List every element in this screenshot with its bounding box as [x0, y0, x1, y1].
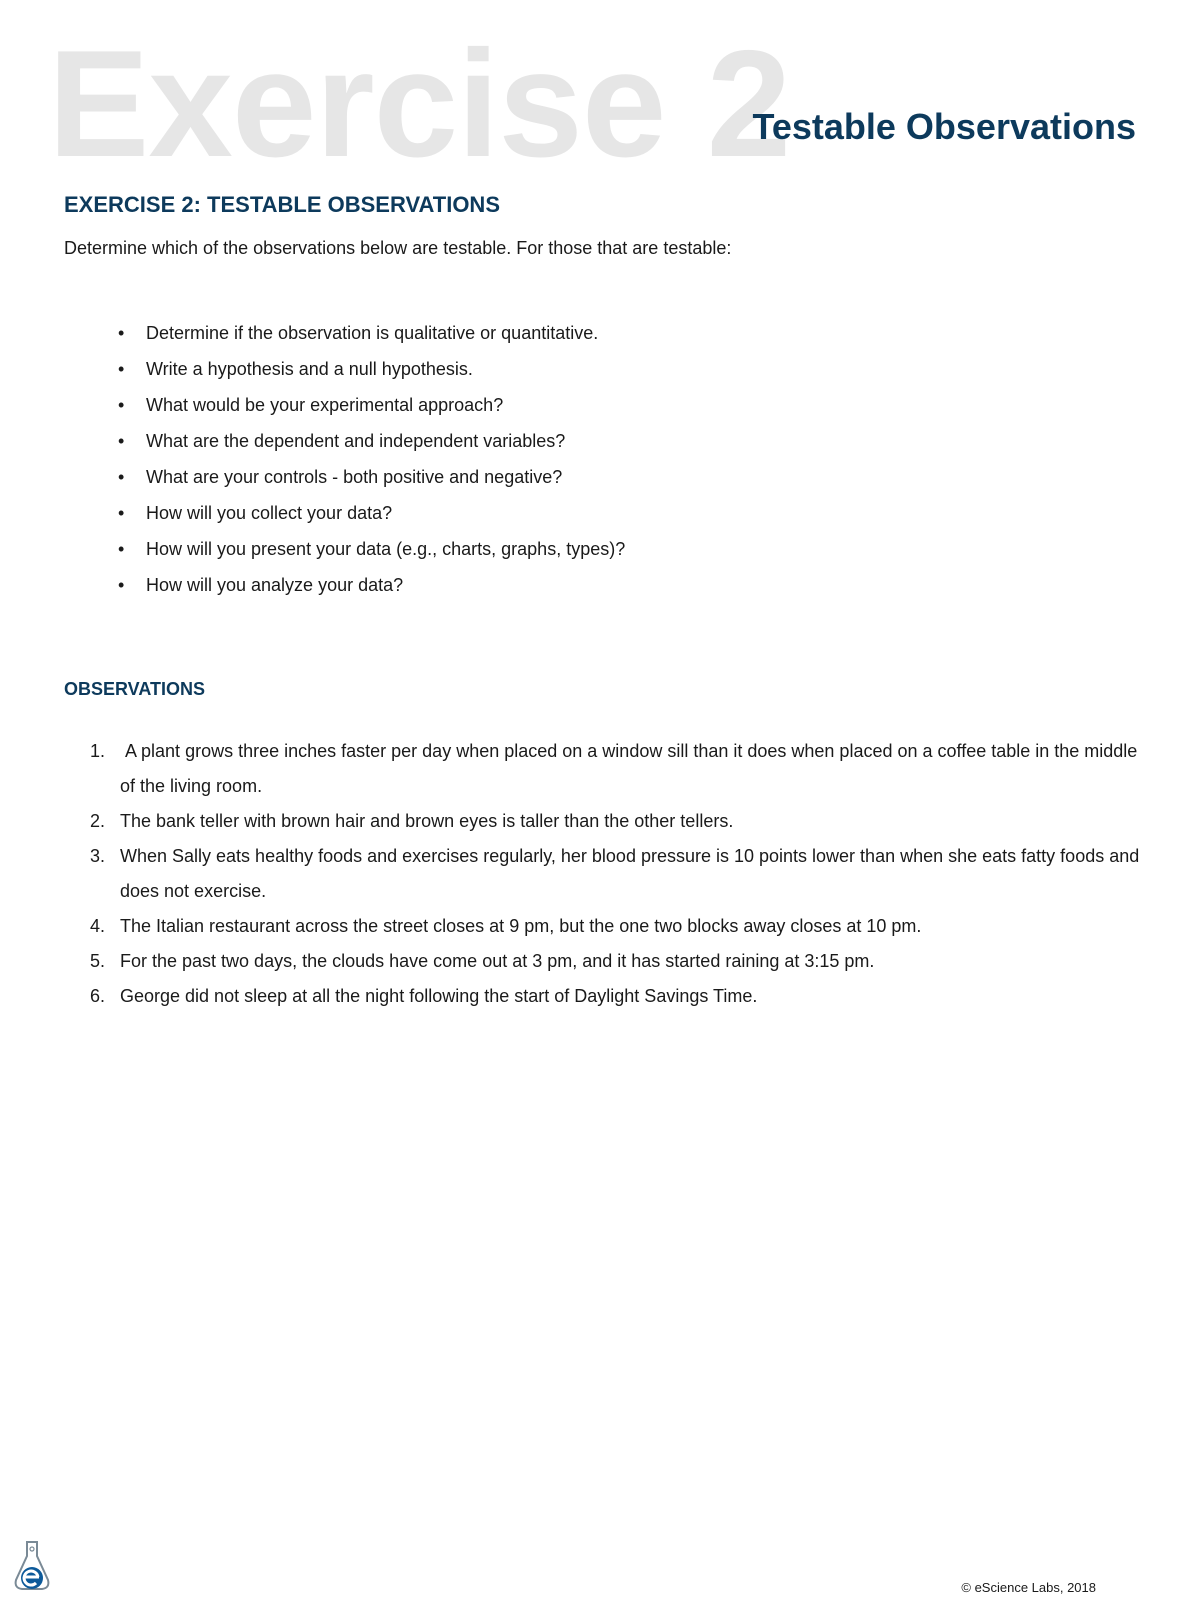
observation-item [90, 839, 1150, 909]
list-item-text: What are your controls - both positive and negative? [146, 467, 563, 487]
observation-number: 5. [90, 951, 106, 971]
observations-list [90, 734, 1150, 1014]
bullet-icon: • [118, 575, 125, 595]
observation-number: 6. [90, 986, 106, 1006]
bullet-icon: • [118, 539, 125, 559]
observation-text: For the past two days, the clouds have come out at 3 pm, and it has started raining at 3:15 pm. [120, 951, 875, 971]
list-item [118, 466, 625, 502]
list-item-text: What would be your experimental approach? [146, 395, 504, 415]
observation-item [90, 909, 1150, 944]
bullet-icon: • [118, 467, 125, 487]
observation-text: When Sally eats healthy foods and exercises regularly, her blood pressure is 10 points lower than when she eats fatty foods and does not exercise. [120, 846, 1140, 901]
list-item-text: How will you present your data (e.g., charts, graphs, types)? [146, 539, 626, 559]
intro-text: Determine which of the observations below are testable. For those that are testable: [64, 238, 732, 258]
observation-text: The Italian restaurant across the street closes at 9 pm, but the one two blocks away closes at 10 pm. [120, 916, 922, 936]
escience-flask-logo-icon [12, 1540, 52, 1592]
list-item [118, 538, 625, 574]
list-item [118, 394, 625, 430]
list-item [118, 430, 625, 466]
exercise-watermark: Exercise 2 [48, 19, 791, 189]
list-item-text: What are the dependent and independent variables? [146, 431, 566, 451]
observation-item [90, 979, 1150, 1014]
list-item-text: Determine if the observation is qualitative or quantitative. [146, 323, 599, 343]
observation-text: George did not sleep at all the night following the start of Daylight Savings Time. [120, 986, 758, 1006]
bullet-icon: • [118, 503, 125, 523]
observation-item [90, 804, 1150, 839]
page-title: Testable Observations [752, 106, 1136, 147]
bullet-icon: • [118, 395, 125, 415]
list-item [118, 322, 625, 358]
observation-number: 3. [90, 846, 106, 866]
observation-number: 1. [90, 741, 106, 761]
list-item [118, 358, 625, 394]
section-heading: EXERCISE 2: TESTABLE OBSERVATIONS [64, 192, 500, 217]
observation-text: The bank teller with brown hair and brown eyes is taller than the other tellers. [120, 811, 734, 831]
observation-text: A plant grows three inches faster per day when placed on a window sill than it does when placed on a coffee table in the middle of the living room. [120, 741, 1143, 796]
observation-item [90, 944, 1150, 979]
bullet-icon: • [118, 323, 125, 343]
list-item-text: How will you collect your data? [146, 503, 393, 523]
list-item-text: Write a hypothesis and a null hypothesis. [146, 359, 473, 379]
list-item [118, 574, 625, 610]
observation-number: 4. [90, 916, 106, 936]
list-item [118, 502, 625, 538]
instructions-list [118, 322, 625, 610]
copyright-text: © eScience Labs, 2018 [961, 1580, 1096, 1595]
observations-heading: OBSERVATIONS [64, 679, 206, 699]
observation-item [90, 734, 1150, 804]
bullet-icon: • [118, 431, 125, 451]
observation-number: 2. [90, 811, 106, 831]
bullet-icon: • [118, 359, 125, 379]
list-item-text: How will you analyze your data? [146, 575, 404, 595]
